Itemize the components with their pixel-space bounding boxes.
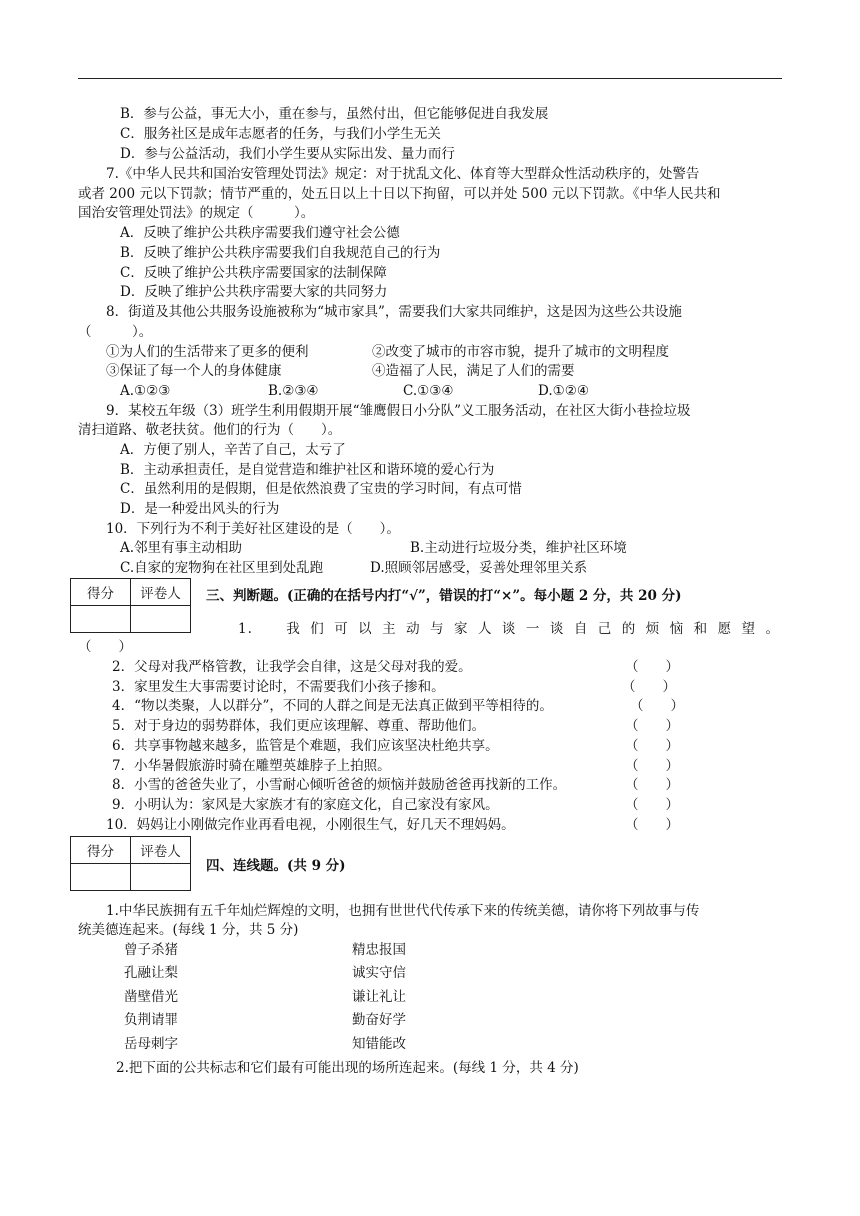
q7-option-a: A．反映了维护公共秩序需要我们遵守社会公德 xyxy=(120,225,400,241)
q8-option-a: A.①②③ xyxy=(120,383,171,399)
q9-option-b: B．主动承担责任，是自觉营造和维护社区和谐环境的爱心行为 xyxy=(120,462,495,478)
judge-item-6: 6．共享事物越来越多，监管是个难题，我们应该坚决杜绝共享。 xyxy=(112,738,499,754)
judge-item-3: 3．家里发生大事需要讨论时，不需要我们小孩子掺和。 xyxy=(112,679,445,695)
score-cell[interactable] xyxy=(71,864,131,891)
judge-item-1: 1. 我们可以主动与家人谈一谈自己的烦恼和愿望。 xyxy=(238,621,780,637)
virtue-item[interactable]: 勤奋好学 xyxy=(352,1012,406,1028)
judge-item-7: 7．小华暑假旅游时骑在雕塑英雄脖子上拍照。 xyxy=(112,758,391,774)
q9-option-d: D．是一种爱出风头的行为 xyxy=(120,501,280,517)
virtue-item[interactable]: 谦让礼让 xyxy=(352,989,406,1005)
score-label: 得分 xyxy=(71,579,131,606)
judge-item-5-paren[interactable]: （ ） xyxy=(625,718,679,734)
judge-item-7-paren[interactable]: （ ） xyxy=(625,758,679,774)
judge-item-5: 5．对于身边的弱势群体，我们更应该理解、尊重、帮助他们。 xyxy=(112,718,486,734)
match-q1-line2: 统美德连起来。(每线 1 分，共 5 分) xyxy=(78,922,299,938)
judge-item-9-paren[interactable]: （ ） xyxy=(625,797,679,813)
q8-item-4: ④造福了人民，满足了人们的需要 xyxy=(372,363,575,379)
section4-title: 四、连线题。(共 9 分) xyxy=(206,858,346,874)
q8-stem-line2: （ ）。 xyxy=(78,324,153,340)
judge-item-3-paren[interactable]: （ ） xyxy=(622,679,676,695)
grader-label: 评卷人 xyxy=(131,837,191,864)
grader-cell[interactable] xyxy=(131,606,191,633)
q9-stem-line1: 9．某校五年级（3）班学生利用假期开展“雏鹰假日小分队”义工服务活动，在社区大街小巷捡垃圾 xyxy=(106,403,691,419)
judge-item-10-paren[interactable]: （ ） xyxy=(625,817,679,833)
virtue-item[interactable]: 诚实守信 xyxy=(352,965,406,981)
judge-item-10: 10．妈妈让小刚做完作业再看电视，小刚很生气，好几天不理妈妈。 xyxy=(106,817,515,833)
virtue-item[interactable]: 精忠报国 xyxy=(352,942,406,958)
q6-option-b: B．参与公益，事无大小，重在参与，虽然付出，但它能够促进自我发展 xyxy=(120,106,549,122)
judge-item-2: 2．父母对我严格管教，让我学会自律，这是父母对我的爱。 xyxy=(112,659,472,675)
grader-cell[interactable] xyxy=(131,864,191,891)
q8-item-2: ②改变了城市的市容市貌，提升了城市的文明程度 xyxy=(372,344,669,360)
story-item[interactable]: 岳母刺字 xyxy=(124,1036,178,1052)
score-cell[interactable] xyxy=(71,606,131,633)
story-item[interactable]: 负荆请罪 xyxy=(124,1012,178,1028)
grader-label: 评卷人 xyxy=(131,579,191,606)
q8-stem-line1: 8．街道及其他公共服务设施被称为“城市家具”，需要我们大家共同维护，这是因为这些公共设施 xyxy=(106,304,682,320)
q7-stem-line1: 7.《中华人民共和国治安管理处罚法》规定：对于扰乱文化、体育等大型群众性活动秩序的，处警告 xyxy=(106,166,700,182)
judge-item-4-paren[interactable]: （ ） xyxy=(630,698,684,714)
story-item[interactable]: 孔融让梨 xyxy=(124,965,178,981)
virtue-item[interactable]: 知错能改 xyxy=(352,1036,406,1052)
section3-title: 三、判断题。(正确的在括号内打“√”，错误的打“×”。每小题 2 分，共 20 分) xyxy=(206,588,682,604)
q10-option-d: D.照顾邻居感受，妥善处理邻里关系 xyxy=(370,560,588,576)
header-rule xyxy=(78,78,782,79)
match-q2: 2.把下面的公共标志和它们最有可能出现的场所连起来。(每线 1 分，共 4 分) xyxy=(116,1060,579,1076)
judge-item-9: 9．小明认为：家风是大家族才有的家庭文化，自己家没有家风。 xyxy=(112,797,499,813)
judge-item-8-paren[interactable]: （ ） xyxy=(625,777,679,793)
q7-option-c: C．反映了维护公共秩序需要国家的法制保障 xyxy=(120,265,387,281)
q6-option-c: C．服务社区是成年志愿者的任务，与我们小学生无关 xyxy=(120,126,441,142)
story-item[interactable]: 曾子杀猪 xyxy=(124,942,178,958)
q8-option-b: B.②③④ xyxy=(268,383,319,399)
judge-item-4: 4．“物以类聚，人以群分”，不同的人群之间是无法真正做到平等相待的。 xyxy=(112,698,553,714)
q9-option-a: A．方便了别人，辛苦了自己，太亏了 xyxy=(120,442,346,458)
q8-item-1: ①为人们的生活带来了更多的便利 xyxy=(106,344,309,360)
judge-item-8: 8．小雪的爸爸失业了，小雪耐心倾听爸爸的烦恼并鼓励爸爸再找新的工作。 xyxy=(112,777,567,793)
q6-option-d: D．参与公益活动，我们小学生要从实际出发、量力而行 xyxy=(120,146,455,162)
q9-stem-line2: 清扫道路、敬老扶贫。他们的行为（ ）。 xyxy=(78,422,342,438)
q10-option-c: C.自家的宠物狗在社区里到处乱跑 xyxy=(120,560,324,576)
judge-item-1-paren[interactable]: （ ） xyxy=(78,639,132,655)
judge-item-2-paren[interactable]: （ ） xyxy=(625,659,679,675)
q7-option-d: D．反映了维护公共秩序需要大家的共同努力 xyxy=(120,284,388,300)
q8-option-c: C.①③④ xyxy=(403,383,454,399)
match-q1-line1: 1.中华民族拥有五千年灿烂辉煌的文明，也拥有世世代代传承下来的传统美德，请你将下列故事与传 xyxy=(106,903,700,919)
q7-option-b: B．反映了维护公共秩序需要我们自我规范自己的行为 xyxy=(120,245,441,261)
q10-stem: 10．下列行为不利于美好社区建设的是（ ）。 xyxy=(106,521,400,537)
q10-option-a: A.邻里有事主动相助 xyxy=(120,540,243,556)
judge-item-6-paren[interactable]: （ ） xyxy=(625,738,679,754)
q7-stem-line2: 或者 200 元以下罚款；情节严重的，处五日以上十日以下拘留，可以并处 500 元以下罚款。《中华人民共和 xyxy=(78,186,721,202)
q7-stem-line3: 国治安管理处罚法》的规定（ ）。 xyxy=(78,205,315,221)
score-box-section3 xyxy=(70,578,191,633)
q8-option-d: D.①②④ xyxy=(538,383,589,399)
score-label: 得分 xyxy=(71,837,131,864)
score-box-section4 xyxy=(70,836,191,891)
q10-option-b: B.主动进行垃圾分类，维护社区环境 xyxy=(410,540,627,556)
q9-option-c: C．虽然利用的是假期，但是依然浪费了宝贵的学习时间，有点可惜 xyxy=(120,481,522,497)
q8-item-3: ③保证了每一个人的身体健康 xyxy=(106,363,282,379)
story-item[interactable]: 凿壁借光 xyxy=(124,989,178,1005)
